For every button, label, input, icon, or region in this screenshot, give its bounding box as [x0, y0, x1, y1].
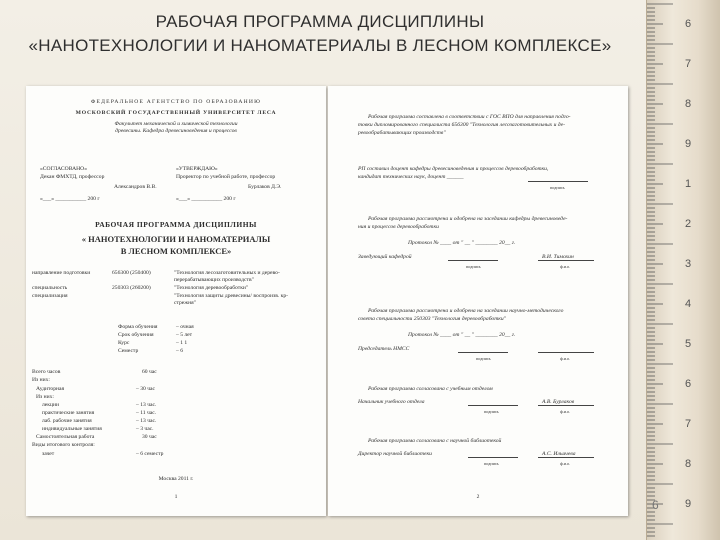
- program-name-line-1: « НАНОТЕХНОЛОГИИ И НАНОМАТЕРИАЛЫ: [81, 234, 271, 244]
- ruler-number: 4: [685, 298, 692, 310]
- intro-line-2: товки дипломированного специалиста 656300 "Технология лесозаготовительных и де-: [358, 122, 566, 128]
- including-label: Из них:: [32, 377, 50, 383]
- lectures-value: – 13 час.: [136, 402, 157, 408]
- practice-value: – 11 час.: [136, 410, 157, 416]
- ruler-number: 7: [685, 418, 692, 430]
- agreed-1-sign-caption: подпись: [484, 409, 499, 414]
- direction-value: 656300 (250400): [112, 270, 151, 276]
- page-2-number: 2: [476, 494, 480, 500]
- ruler-number: 9: [685, 138, 692, 150]
- head-name: В.И. Тимохин: [542, 254, 574, 260]
- agreed-1-signature-line: [468, 405, 518, 406]
- ruler-number: 2: [685, 218, 692, 230]
- ruler-number: 9: [685, 498, 692, 510]
- agreed-2-name: А.С. Ильичева: [542, 451, 576, 457]
- city-year: Москва 2011 г.: [158, 476, 194, 482]
- agreed-1-name: А.В. Бурлаков: [542, 399, 575, 405]
- total-hours-value: 60 час: [142, 369, 157, 375]
- semester-value: – 6: [176, 348, 183, 354]
- head-sign-caption: подпись: [466, 264, 481, 269]
- chair-sign-caption: подпись: [476, 356, 491, 361]
- approved-1-line-b: ния и процессов деревообработки: [358, 224, 439, 230]
- slide-title-line-2: «НАНОТЕХНОЛОГИИ И НАНОМАТЕРИАЛЫ В ЛЕСНОМ КОМПЛЕКСЕ»: [28, 36, 612, 55]
- lab-value: – 13 час.: [136, 418, 157, 424]
- direction-desc-1: "Технология лесозаготовительных и дерево-: [174, 270, 280, 276]
- semester-label: Семестр: [118, 348, 139, 354]
- specialty-desc-1: "Технология деревообработки": [174, 285, 249, 291]
- dean-title: Декан ФМХТД, профессор: [40, 174, 105, 180]
- form-label: Форма обучения: [118, 324, 158, 330]
- approved-1-line-a: Рабочая программа рассмотрена и одобрена на заседании кафедры древесиноведе-: [368, 216, 568, 222]
- lab-label: лаб. рабочие занятия: [42, 418, 92, 424]
- agreed-2-sign-caption: подпись: [484, 461, 499, 466]
- author-line-2: кандидат технических наук, доцент ______: [358, 174, 464, 180]
- chair-label: Председатель НМСС: [358, 346, 410, 352]
- department-line-1: Факультет механической и химической технологии: [114, 121, 238, 127]
- lectures-label: лекции: [42, 402, 59, 408]
- term-value: – 5 лет: [176, 332, 193, 338]
- protocol-2: Протокол № ____ от " __ " ________ 20__ г.: [408, 332, 516, 338]
- ruler-number: 3: [685, 258, 692, 270]
- approved-2-line-b: совета специальности 250303 "Технология деревообработки": [358, 316, 507, 322]
- individual-label: индивидуальные занятия: [42, 426, 102, 432]
- classroom-value: – 30 час: [136, 386, 155, 392]
- agreed-2-role: Директор научной библиотеки: [358, 451, 432, 457]
- department-line-2: древесины. Кафедра древесиноведения и процессов: [115, 128, 237, 134]
- slide-title-line-1: РАБОЧАЯ ПРОГРАММА ДИСЦИПЛИНЫ: [155, 12, 485, 31]
- direction-desc-2: перерабатывающих производств": [174, 277, 254, 283]
- control-label: Виды итогового контроля:: [32, 442, 95, 448]
- agreed-1-name-line: [538, 405, 594, 406]
- head-name-line: [538, 260, 594, 261]
- specialty-value: 250303 (260200): [112, 285, 151, 291]
- exam-value: – 6 семестр: [136, 451, 164, 457]
- agreed-2-signature-line: [468, 457, 518, 458]
- self-study-value: 30 час: [142, 434, 157, 440]
- ruler-number: 6: [685, 18, 692, 30]
- agreed-1-name-caption: ф.и.о.: [560, 409, 571, 414]
- individual-value: – 3 час.: [136, 426, 154, 432]
- prorector-name: Бурлаков Д.Э.: [248, 184, 282, 190]
- approved-2-line-a: Рабочая программа рассмотрена и одобрена на заседании научно-методического: [368, 308, 564, 314]
- date-right: «___» ___________ 200 г: [176, 196, 236, 202]
- chair-name-line: [538, 352, 594, 353]
- author-line-1: РП составил доцент кафедры древесиноведения и процессов деревообработки,: [358, 166, 549, 172]
- date-left: «___» ___________ 200 г: [40, 196, 100, 202]
- specialty-label: специальность: [32, 285, 68, 291]
- direction-label: направление подготовки: [32, 270, 91, 276]
- ruler-number: 1: [685, 178, 692, 190]
- author-signature-caption: подпись: [550, 185, 565, 190]
- head-of-department-label: Заведующий кафедрой: [358, 254, 412, 260]
- dean-name: Александров В.В.: [114, 184, 157, 190]
- exam-label: зачет: [42, 451, 55, 457]
- document-page-1: [26, 86, 326, 516]
- chair-signature-line: [458, 352, 508, 353]
- intro-line-1: Рабочая программа составлена в соответствии с ГОС ВПО для направления подго-: [368, 114, 571, 120]
- course-label: Курс: [118, 340, 130, 346]
- total-hours-label: Всего часов: [32, 369, 61, 375]
- agreed-1-role: Начальник учебного отдела: [358, 399, 425, 405]
- agreed-2-text: Рабочая программа согласована с научной библиотекой: [368, 438, 502, 444]
- program-title: РАБОЧАЯ ПРОГРАММА ДИСЦИПЛИНЫ: [95, 220, 257, 229]
- head-signature-line: [448, 260, 498, 261]
- prorector-title: Проректор по учебной работе, профессор: [176, 174, 276, 180]
- slide-number: 6: [652, 498, 659, 512]
- term-label: Срок обучения: [118, 332, 154, 338]
- ruler-number: 8: [685, 458, 692, 470]
- university-name: МОСКОВСКИЙ ГОСУДАРСТВЕННЫЙ УНИВЕРСИТЕТ ЛЕСА: [75, 110, 277, 116]
- intro-line-3: ревообрабатывающих производств": [358, 130, 446, 136]
- head-name-caption: ф.и.о.: [560, 264, 571, 269]
- agreed-1-text: Рабочая программа согласована с учебным отделом: [368, 386, 493, 392]
- slide-title: [0, 10, 640, 58]
- course-value: – 1 1: [176, 340, 188, 346]
- author-signature-line: [528, 181, 588, 182]
- approved-label: «УТВЕРЖДАЮ»: [176, 166, 218, 172]
- chair-name-caption: ф.и.о.: [560, 356, 571, 361]
- agreed-label: «СОГЛАСОВАНО»: [40, 166, 87, 172]
- sub-label: Из них:: [36, 394, 54, 400]
- agreed-2-name-caption: ф.и.о.: [560, 461, 571, 466]
- ruler-number: 5: [685, 338, 692, 350]
- specialization-label: специализация: [32, 293, 68, 299]
- practice-label: практические занятия: [42, 410, 95, 416]
- specialty-desc-3: стрежня": [174, 300, 196, 306]
- form-value: – очная: [176, 324, 194, 330]
- agreed-2-name-line: [538, 457, 594, 458]
- ruler-number: 7: [685, 58, 692, 70]
- ruler-decoration: [646, 0, 720, 540]
- protocol-1: Протокол № ____ от " __ " ________ 20__ г.: [408, 240, 516, 246]
- ministry-name: ФЕДЕРАЛЬНОЕ АГЕНТСТВО ПО ОБРАЗОВАНИЮ: [90, 99, 262, 105]
- ruler-number: 6: [685, 378, 692, 390]
- specialty-desc-2: "Технология защиты древесины/ воспроизв. кр-: [174, 293, 289, 299]
- document-page-2: [328, 86, 628, 516]
- classroom-label: Аудиторная: [36, 386, 65, 392]
- page-1-number: 1: [174, 494, 178, 500]
- self-study-label: Самостоятельная работа: [36, 434, 95, 440]
- program-name-line-2: В ЛЕСНОМ КОМПЛЕКСЕ»: [120, 246, 232, 256]
- ruler-number: 8: [685, 98, 692, 110]
